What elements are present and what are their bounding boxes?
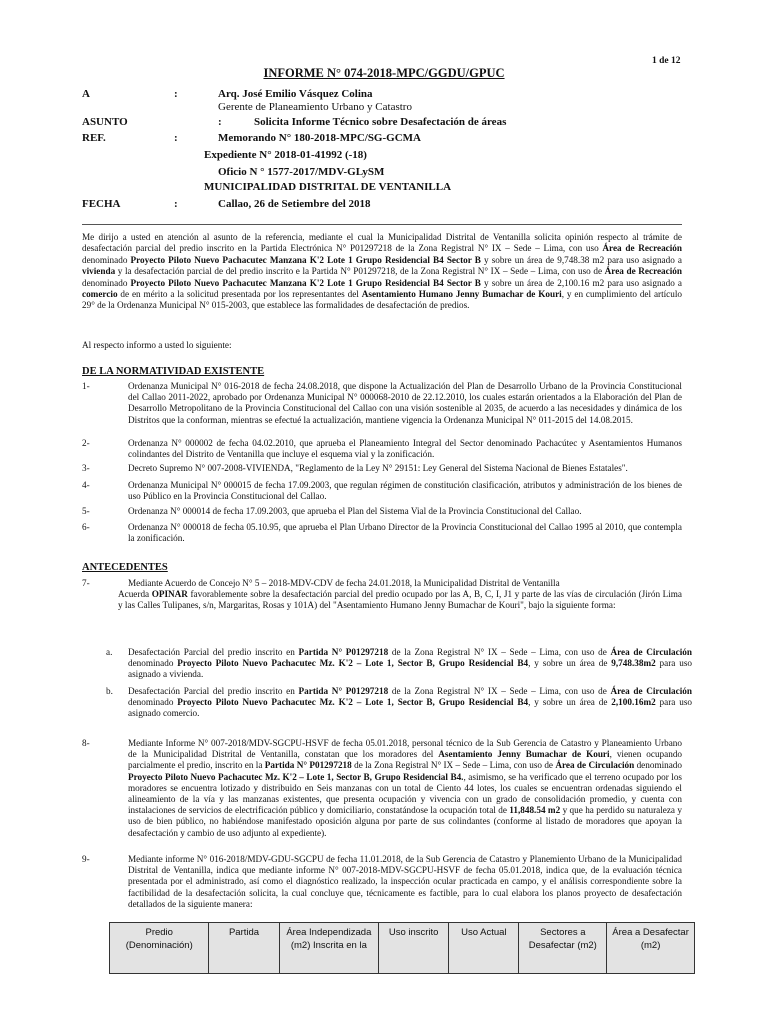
norm-item-6: 6- Ordenanza N° 000018 de fecha 05.10.95, que aprueba el Plan Urbano Director de la Provincia Constitucional del Callao 1995 al 2010, que contempla la zonificación. <box>82 522 682 544</box>
norm-item-5: 5- Ordenanza N° 000014 de fecha 17.09.2003, que aprueba el Plan del Sistema Vial de la Provincia Constitucional del Callao. <box>82 506 582 516</box>
sub-item-a: a. Desafectación Parcial del predio inscrito en Partida N° P01297218 de la Zona Registral N° IX – Sede – Lima, con uso de Área de Circulación denominado Proyecto Piloto Nuevo Pachacutec Mz. K'2 – Lote 1, Sector B, Grupo Residencial B4, y sobre un área de 9,748.38m2 para uso asignado a vivienda. <box>106 647 692 680</box>
to-colon: : <box>174 88 178 100</box>
to-role: Gerente de Planeamiento Urbano y Catastro <box>218 101 412 113</box>
intro-paragraph: Me dirijo a usted en atención al asunto de la referencia, mediante el cual la Municipalidad Distrital de Ventanilla solicita opinión respecto al trámite de desafectación parcial del predio inscrito en la Partida Electrónica N° P01297218 de la Zona Registral N° IX – Sede – Lima, con uso Área de Recreación denominado Proyecto Piloto Nuevo Pachacutec Manzana K'2 Lote 1 Grupo Residencial B4 Sector B y sobre un área de 9,748.38 m2 para uso asignado a vivienda y la desafectación parcial de del predio inscrito e la Partida N° P01297218, de la Zona Registral N° IX – Sede – Lima, con uso de Área de Recreación denominado Proyecto Piloto Nuevo Pachacutec Manzana K'2 Lote 1 Grupo Residencial B4 Sector B y sobre un área de 2,100.16 m2 para uso asignado a comercio de en mérito a la solicitud presentada por los representantes del Asentamiento Humano Jenny Bumachar de Kouri, y en cumplimiento del artículo 29° de la Ordenanza Municipal N° 015-2003, que establece las formalidades de desafectación de predios. <box>82 232 682 311</box>
table-header-cell: Uso inscrito <box>379 923 449 974</box>
antecedent-item-7: 7- Mediante Acuerdo de Concejo N° 5 – 2018-MDV-CDV de fecha 24.01.2018, la Municipalidad Distrital de Ventanilla Acuerda OPINAR favorablemente sobre la desafectación parcial del predio ocupado por las A, B, C, I, J1 y parte de las vías de circulación (Jirón Lima y las Calles Tulipanes, s/n, Margaritas, Rosas y 101A) del "Asentamiento Humano Jenny Bumachar de Kouri", bajo la siguiente forma: <box>82 578 683 611</box>
table-header-cell: Área a Desafectar (m2) <box>607 923 695 974</box>
header-divider <box>82 224 682 225</box>
ref-memorando: Memorando N° 180-2018-MPC/SG-GCMA <box>218 132 421 144</box>
to-label: A <box>82 88 90 100</box>
norm-item-3: 3- Decreto Supremo N° 007-2008-VIVIENDA, "Reglamento de la Ley N° 29151: Ley General del Sistema Nacional de Bienes Estatales". <box>82 463 628 473</box>
section-antecedentes: ANTECEDENTES <box>82 562 168 573</box>
ref-oficio: Oficio N ° 1577-2017/MDV-GLySM <box>218 166 385 178</box>
section-normatividad: DE LA NORMATIVIDAD EXISTENTE <box>82 366 265 377</box>
to-name: Arq. José Emilio Vásquez Colina <box>218 88 373 100</box>
date-label: FECHA <box>82 198 121 210</box>
norm-item-4: 4- Ordenanza Municipal N° 000015 de fecha 17.09.2003, que regulan régimen de constitución clasificación, atributos y administración de los bienes de uso Público en la Provincia Constitucional del Callao. <box>82 480 682 502</box>
ref-expediente: Expediente N° 2018-01-41992 (-18) <box>204 149 367 161</box>
subject-colon: : <box>218 116 222 128</box>
ref-label: REF. <box>82 132 106 144</box>
sub-item-b: b. Desafectación Parcial del predio inscrito en Partida N° P01297218 de la Zona Registral N° IX – Sede – Lima, con uso de Área de Circulación denominado Proyecto Piloto Nuevo Pachacutec Mz. K'2 – Lote 1, Sector B, Grupo Residencial B4, y sobre un área de 2,100.16m2 para uso asignado comercio. <box>106 686 692 719</box>
subject-value: Solicita Informe Técnico sobre Desafectación de áreas <box>254 116 507 128</box>
page-number: 1 de 12 <box>652 56 681 66</box>
table-header-cell: Predio (Denominación) <box>110 923 209 974</box>
report-title: INFORME N° 074-2018-MPC/GGDU/GPUC <box>263 66 505 80</box>
table-header-cell: Uso Actual <box>449 923 519 974</box>
desafectacion-table <box>109 922 695 974</box>
table-header-row <box>110 923 695 974</box>
respecto-line: Al respecto informo a usted lo siguiente: <box>82 340 232 350</box>
norm-item-2: 2- Ordenanza N° 000002 de fecha 04.02.2010, que aprueba el Planeamiento Integral del Sector denominado Pachacútec y Asentamientos Humanos colindantes del Distrito de Ventanilla que incluye el esquema vial y la zonificación. <box>82 438 682 460</box>
subject-label: ASUNTO <box>82 116 128 128</box>
date-value: Callao, 26 de Setiembre del 2018 <box>218 198 371 210</box>
date-colon: : <box>174 198 178 210</box>
antecedent-item-8: 8- Mediante Informe N° 007-2018/MDV-SGCPU-HSVF de fecha 05.01.2018, personal técnico de la Sub Gerencia de Catastro y Planeamiento Urbano de la Municipalidad Distrital de Ventanilla, constatan que los moradores del Asentamiento Jenny Bumachar de Kouri, vienen ocupando parcialmente el predio, inscrito en la Partida N° P01297218 de la Zona Registral N° IX – Sede – Lima, con uso de Área de Circulación denominado Proyecto Piloto Nuevo Pachacutec Mz. K'2 – Lote 1, Sector B, Grupo Residencial B4., asimismo, se ha verificado que el terreno ocupado por los moradores se encuentra lotizado y distribuido en Seis manzanas con un total de Ciento 44 lotes, los cuales se encuentran ordenadas siguiendo el alineamiento de la vía y las manzanas existentes, que presenta ocupación y vivencia con un grado de consolidación promedio, y cuenta con instalaciones de servicios de electrificación público y domiciliario, constatándose la ocupación total de 11,848.54 m2 y que ha perdido su naturaleza y uso de bien público, no habiéndose manifestado oposición alguna por parte de sus colindantes (conforme al listado de moradores que apoyan la desafectación y cambio de uso adjunto al expediente). <box>82 738 683 838</box>
norm-item-1: 1- Ordenanza Municipal N° 016-2018 de fecha 24.08.2018, que dispone la Actualización del Plan de Desarrollo Urbano de la Provincia Constitucional del Callao 2011-2022, aprobado por Ordenanza Municipal N° 000068-2010 de 22.12.2010, los cuales estarán orientados a la Elaboración del Plan de Desarrollo Metropolitano de la Provincia Constitucional del Callao con una visión sostenible al 2035, de acuerdo a las necesidades y dinámica de los Distritos que la conforman, mientras se efectué la actualización, mantiene vigencia la Ordenanza Municipal N° 011-2015 del 14.08.2015. <box>82 381 682 425</box>
table-header-cell: Sectores a Desafectar (m2) <box>519 923 607 974</box>
ref-colon: : <box>174 132 178 144</box>
table-header-cell: Partida <box>209 923 279 974</box>
ref-municipality: MUNICIPALIDAD DISTRITAL DE VENTANILLA <box>204 181 452 193</box>
table-header-cell: Área Independizada (m2) Inscrita en la <box>279 923 378 974</box>
antecedent-item-9: 9- Mediante informe N° 016-2018/MDV-GDU-SGCPU de fecha 11.01.2018, de la Sub Gerencia de Catastro y Planemiento Urbano de la Municipalidad Distrital de Ventanilla, indica que mediante informe N° 007-2018-MDV-SGCPU-HSVF de fecha 05.01.2018, indica que, de la evaluación técnica presentada por el administrado, así como el diagnóstico realizado, la inspección ocular practicada en campo, y el análisis correspondiente sobre la factibilidad de la desafectación solicita, la cual concluye que, técnicamente es factible, para lo cual elabora los planos proyecto de desafectación detallados de la siguiente manera: <box>82 854 682 909</box>
